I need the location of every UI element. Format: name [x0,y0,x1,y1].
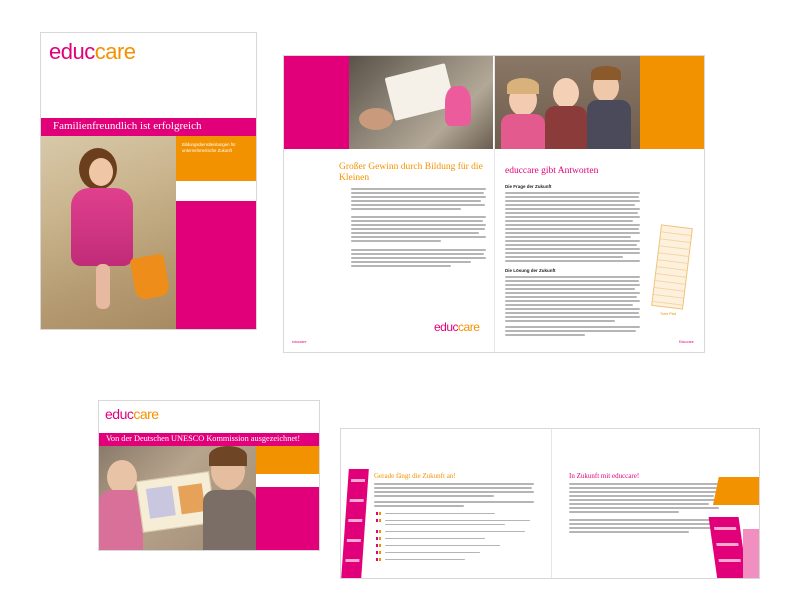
body-text-line [505,288,635,290]
body-text-line [569,483,719,485]
child3-body [587,100,631,149]
body-text-line [351,216,486,218]
body-text-line [505,248,640,250]
body-text-line [505,256,623,258]
tower-stripe [345,559,359,562]
body-text-line [505,244,637,246]
spread1-left-heading: Großer Gewinn durch Bildung für die Kleinen [339,162,483,183]
child3-hair [591,66,621,80]
child1-hair [507,78,539,94]
spread1-logo: educcare [434,320,480,334]
cover-photo-girl [41,136,176,330]
body-text-line [505,276,640,278]
brochure-cover [40,32,257,330]
spread2-gutter [551,429,552,579]
book-illustration-2 [178,483,206,514]
flyer-child-left [107,460,137,494]
cover-logo: educcare [49,39,136,64]
tower-stripe [347,539,361,542]
spread2-right-heading: In Zukunft mit educcare! [569,472,640,480]
bullet-2 [376,519,382,522]
body-text-line [505,284,640,286]
flyer-title: Von der Deutschen UNESCO Kommission ausgezeichnet! [106,434,301,443]
bullet-1 [376,512,382,515]
body-text-line [505,212,638,214]
spread1-photo-book [349,56,493,149]
pink-figure [445,86,471,126]
body-text-line [351,261,471,263]
flyer-child-left-body [99,490,143,551]
girl-face [89,158,113,186]
spread2-pink-accent [743,529,760,579]
leaning-tower-sketch [651,224,693,309]
bullet-7 [376,558,382,561]
child2-body [545,106,587,149]
flyer-adult-hair [209,446,247,466]
body-text-line [569,499,719,501]
tower-stripe [714,527,736,530]
bullet-6 [376,551,382,554]
body-text-line [351,249,486,251]
body-text-line [505,308,640,310]
body-text-line [505,296,637,298]
spread1-right-heading: educcare gibt Antworten [505,166,599,176]
body-text-line [385,524,505,526]
body-text-line [374,483,534,485]
body-text-line [505,224,640,226]
cover-magenta-block [176,201,257,330]
brochure-spread-1 [283,55,705,353]
cover-white-block [176,181,257,201]
body-text-line [351,253,484,255]
flyer-white-block [256,474,320,487]
body-text-line [505,316,640,318]
body-text-line [505,304,633,306]
flyer-adult-body [203,490,256,551]
spread1-footer-right: Educcare [679,340,694,344]
body-text-line [374,501,534,503]
body-text-line [569,531,689,533]
body-text-line [505,216,640,218]
body-text-line [569,519,719,521]
cover-title: Familienfreundlich ist erfolgreich [53,120,202,132]
body-text-line [569,507,719,509]
body-text-line [505,236,631,238]
body-text-line [505,240,640,242]
flyer-photo-reading [99,446,256,551]
bullet-3 [376,530,382,533]
body-text-line [569,523,717,525]
tower-stripe [351,479,365,482]
body-text-line [505,192,640,194]
body-text-line [374,491,534,493]
body-text-line [569,511,679,513]
body-text-line [505,280,639,282]
flyer-title-band [99,433,320,446]
body-text-line [351,208,461,210]
body-text-line [505,300,640,302]
girl-body [71,188,133,266]
body-text-line [385,513,495,515]
body-text-line [569,487,717,489]
spread1-sub1: Die Frage der Zukunft [505,184,552,189]
body-text-line [351,232,479,234]
body-text-line [351,220,483,222]
cover-subtitle: Bildungsdienstleistungen für unternehmerische Zukunft [182,142,236,153]
body-text-line [385,559,465,561]
body-text-line [351,240,441,242]
body-text-line [385,520,530,522]
body-text-line [505,232,640,234]
book-illustration [146,485,176,518]
body-text-line [569,495,714,497]
body-text-line [569,527,719,529]
body-text-line [351,200,481,202]
orange-bucket [130,253,171,300]
body-text-line [351,196,486,198]
body-text-line [505,260,640,262]
body-text-line [505,228,639,230]
tower-stripe [716,543,738,546]
spread1-tower-caption: Torre Pisa [660,312,677,316]
tower-stripe [718,559,740,562]
body-text-line [505,320,615,322]
body-text-line [374,487,532,489]
body-text-line [505,330,636,332]
bullet-4 [376,537,382,540]
body-text-line [351,224,486,226]
spread1-footer-left: educcare [292,340,307,344]
body-text-line [505,292,640,294]
child2-head [553,78,579,108]
spread2-left-heading: Gerade fängt die Zukunft an! [374,472,456,480]
spread2-tower-right [709,517,748,579]
flyer-magenta-block [256,487,320,551]
spread2-orange-accent [713,477,760,505]
body-text-line [569,503,709,505]
flyer-logo: educcare [105,406,159,422]
body-text-line [505,334,585,336]
body-text-line [351,228,485,230]
body-text-line [351,204,485,206]
body-text-line [505,196,639,198]
child-hand [359,108,393,130]
spread1-sub2: Die Lösung der Zukunft [505,268,556,273]
body-text-line [505,200,640,202]
body-text-line [505,208,640,210]
body-text-line [374,495,494,497]
body-text-line [351,192,484,194]
flyer [98,400,320,551]
spread1-magenta-block [284,56,349,149]
spread2-tower-left [341,469,369,579]
body-text-line [505,252,640,254]
body-text-line [385,545,500,547]
body-text-line [351,236,486,238]
body-text-line [351,265,451,267]
tower-stripe [350,499,364,502]
body-text-line [505,204,635,206]
cover-title-band [41,118,257,136]
girl-leg [96,264,110,309]
child1-body [501,114,545,149]
cover-orange-block [176,136,257,181]
brochure-spread-2 [340,428,760,579]
body-text-line [374,505,464,507]
body-text-line [351,188,486,190]
body-text-line [385,531,525,533]
body-text-line [385,552,480,554]
tower-stripe [348,519,362,522]
spread1-orange-block [640,56,705,149]
body-text-line [505,312,639,314]
body-text-line [385,538,485,540]
bullet-5 [376,544,382,547]
body-text-line [351,257,486,259]
spread1-photo-children [495,56,640,149]
body-text-line [569,491,719,493]
flyer-orange-block [256,446,320,474]
body-text-line [505,326,640,328]
body-text-line [505,220,633,222]
